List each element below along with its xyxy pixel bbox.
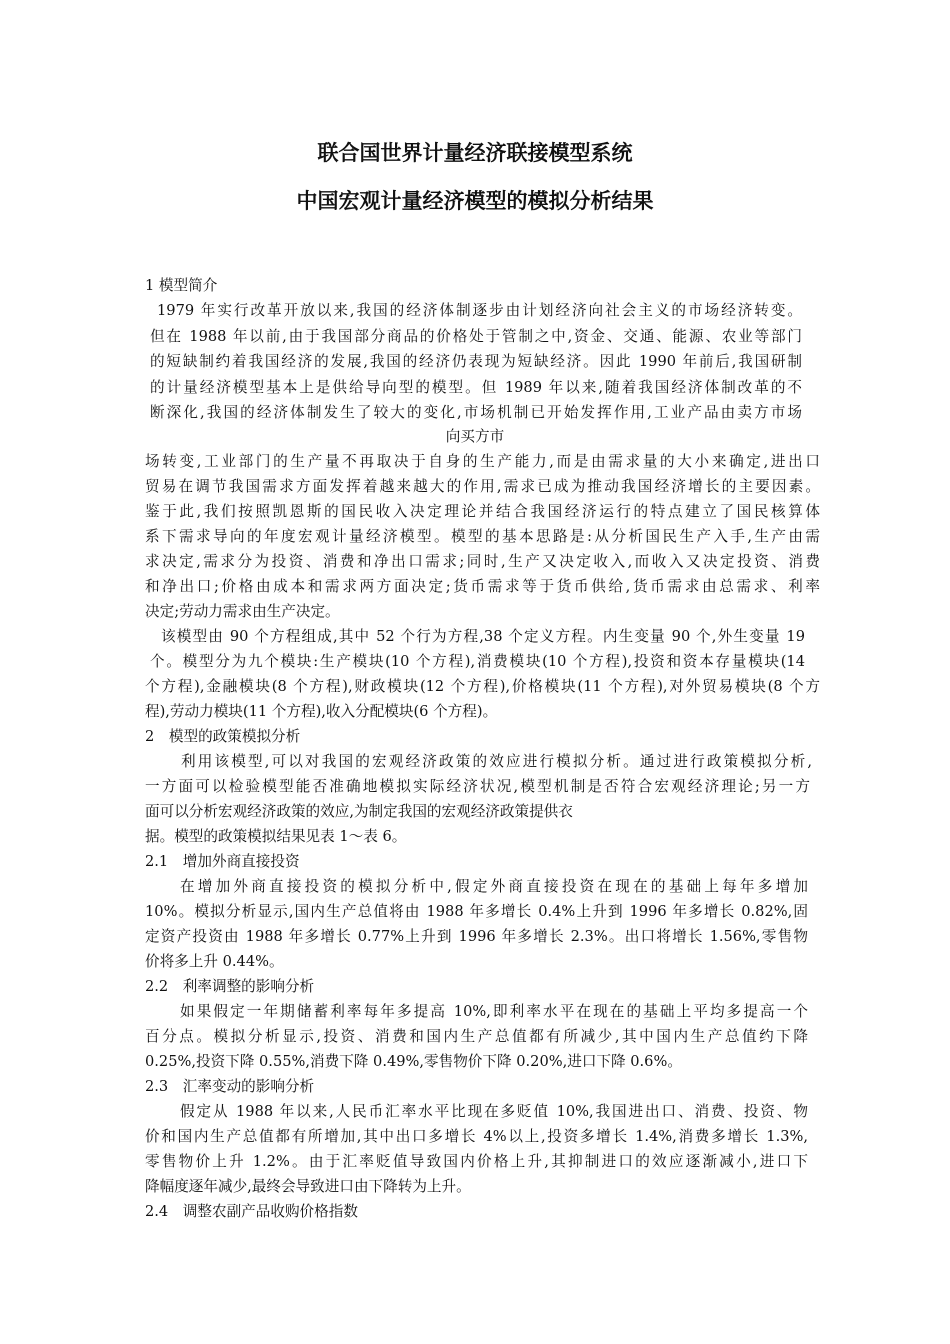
line-33: 2.3 汇率变动的影响分析	[145, 1078, 315, 1095]
line-8: 场转变,工业部门的生产量不再取决于自身的生产能力,而是由需求量的大小来确定,进出口	[145, 453, 820, 470]
line-26: 10%。模拟分析显示,国内生产总值将由 1988 年多增长 0.4%上升到 1996 年多增长 0.82%,固	[145, 903, 808, 920]
line-18: 程),劳动力模块(11 个方程),收入分配模块(6 个方程)。	[145, 703, 498, 720]
line-10: 鉴于此,我们按照凯恩斯的国民收入决定理论并结合我国经济运行的特点建立了国民核算体	[145, 503, 820, 520]
line-21: 一方面可以检验模型能否准确地模拟实际经济状况,模型机制是否符合宏观经济理论;另一方	[145, 778, 810, 795]
line-1: 1 模型简介	[145, 277, 218, 294]
document-subtitle: 中国宏观计量经济模型的模拟分析结果	[296, 189, 654, 213]
line-12: 求决定,需求分为投资、消费和净出口需求;同时,生产又决定收入,而收入又决定投资、消费	[145, 553, 820, 570]
line-15: 该模型由 90 个方程组成,其中 52 个行为方程,38 个定义方程。内生变量 90 个,外生变量 19	[161, 628, 805, 645]
line-19: 2 模型的政策模拟分析	[145, 728, 301, 745]
line-14: 决定;劳动力需求由生产决定。	[145, 603, 340, 620]
document-title: 联合国世界计量经济联接模型系统	[317, 141, 633, 165]
line-16: 个。模型分为九个模块:生产模块(10 个方程),消费模块(10 个方程),投资和资本存量模块(14	[150, 653, 805, 670]
line-27: 定资产投资由 1988 年多增长 0.77%上升到 1996 年多增长 2.3%。出口将增长 1.56%,零售物	[145, 928, 808, 945]
line-13: 和净出口;价格由成本和需求两方面决定;货币需求等于货币供给,货币需求由总需求、利率	[145, 578, 820, 595]
line-37: 降幅度逐年减少,最终会导致进口由下降转为上升。	[145, 1178, 471, 1195]
line-38: 2.4 调整农副产品收购价格指数	[145, 1203, 358, 1220]
line-4: 的短缺制约着我国经济的发展,我国的经济仍表现为短缺经济。因此 1990 年前后,我国研制	[150, 353, 802, 370]
line-32: 0.25%,投资下降 0.55%,消费下降 0.49%,零售物价下降 0.20%,进口下降 0.6%。	[145, 1053, 682, 1070]
line-22: 面可以分析宏观经济政策的效应,为制定我国的宏观经济政策提供衣	[145, 803, 573, 820]
line-6: 断深化,我国的经济体制发生了较大的变化,市场机制已开始发挥作用,工业产品由卖方市场	[150, 404, 802, 421]
line-35: 价和国内生产总值都有所增加,其中出口多增长 4%以上,投资多增长 1.4%,消费多增长 1.3%,	[145, 1128, 808, 1145]
line-25: 在增加外商直接投资的模拟分析中,假定外商直接投资在现在的基础上每年多增加	[180, 878, 808, 895]
line-3: 但在 1988 年以前,由于我国部分商品的价格处于管制之中,资金、交通、能源、农业等部门	[150, 328, 802, 345]
line-20: 利用该模型,可以对我国的宏观经济政策的效应进行模拟分析。通过进行政策模拟分析,	[181, 753, 812, 770]
line-7: 向买方市	[445, 428, 505, 445]
line-28: 价将多上升 0.44%。	[145, 953, 284, 970]
line-34: 假定从 1988 年以来,人民币汇率水平比现在多贬值 10%,我国进出口、消费、投资、物	[180, 1103, 808, 1120]
line-24: 2.1 增加外商直接投资	[145, 853, 300, 870]
line-11: 系下需求导向的年度宏观计量经济模型。模型的基本思路是:从分析国民生产入手,生产由需	[145, 528, 820, 545]
line-5: 的计量经济模型基本上是供给导向型的模型。但 1989 年以来,随着我国经济体制改革的不	[150, 379, 802, 396]
line-30: 如果假定一年期储蓄利率每年多提高 10%,即利率水平在现在的基础上平均多提高一个	[180, 1003, 808, 1020]
line-36: 零售物价上升 1.2%。由于汇率贬值导致国内价格上升,其抑制进口的效应逐渐减小,进口下	[145, 1153, 808, 1170]
line-9: 贸易在调节我国需求方面发挥着越来越大的作用,需求已成为推动我国经济增长的主要因素。	[145, 478, 820, 495]
line-17: 个方程),金融模块(8 个方程),财政模块(12 个方程),价格模块(11 个方程),对外贸易模块(8 个方	[145, 678, 820, 695]
line-2: 1979 年实行改革开放以来,我国的经济体制逐步由计划经济向社会主义的市场经济转变。	[157, 302, 802, 319]
line-29: 2.2 利率调整的影响分析	[145, 978, 315, 995]
line-23: 据。模型的政策模拟结果见表 1～表 6。	[145, 828, 407, 845]
line-31: 百分点。模拟分析显示,投资、消费和国内生产总值都有所减少,其中国内生产总值约下降	[145, 1028, 808, 1045]
